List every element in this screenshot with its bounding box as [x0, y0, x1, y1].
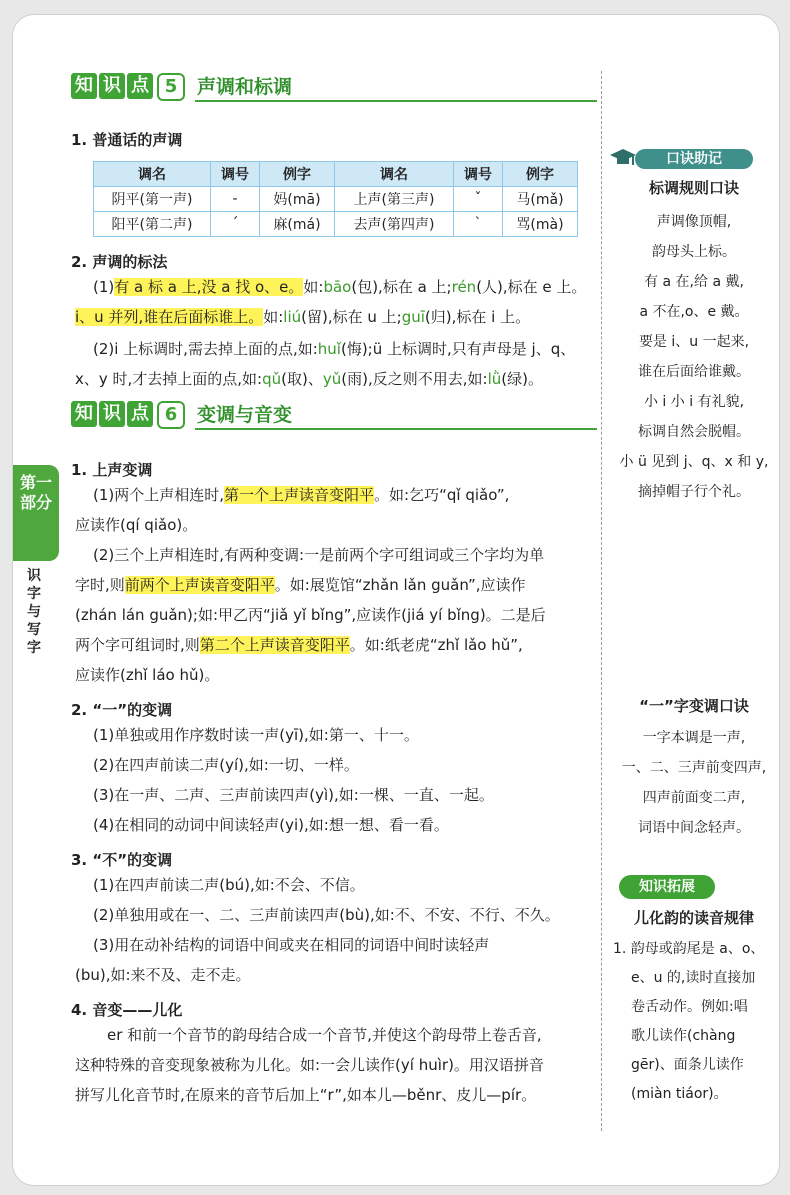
text: 如: [303, 278, 324, 296]
b3-line1: (1)在四声前读二声(bú),如:不会、不信。 [93, 876, 365, 894]
td: ˇ [454, 187, 503, 212]
kp5-underline [195, 100, 597, 102]
mnemonic-lines [609, 207, 779, 507]
chapter-tab [13, 455, 59, 655]
b1-line4 [75, 571, 526, 599]
kp5-title: 声调和标调 [197, 76, 293, 98]
mnemonic-badge-label: 口诀助记 [635, 149, 753, 169]
kp6-title: 变调与音变 [197, 404, 293, 426]
extension-line: (miàn tiáor)。 [631, 1086, 728, 1102]
kp5-label-char: 识 [99, 73, 125, 99]
mnemonic-line: 要是 i、u 一起来, [638, 334, 750, 350]
text: (1) [93, 278, 115, 296]
highlight: i、u 并列,谁在后面标谁上。 [75, 308, 264, 326]
tone-table [93, 161, 578, 237]
b3-line3: (3)用在动补结构的词语中间或夹在相同的词语中间时读轻声 [93, 936, 490, 954]
mnemonic-line: 声调像顶帽, [656, 214, 732, 230]
text: 。如:展览馆“zhǎn lǎn guǎn”,应读作 [274, 576, 526, 594]
td: 去声(第四声) [335, 212, 454, 237]
text: 如: [263, 308, 284, 326]
highlight: 第一个上声读音变阳平 [224, 486, 375, 504]
td: - [211, 187, 260, 212]
b4-line2: 这种特殊的音变现象被称为儿化。如:一会儿读作(yí huìr)。用汉语拼音 [75, 1056, 544, 1074]
s1-heading: 1. 普通话的声调 [71, 131, 183, 149]
mnemonic-title: 标调规则口诀 [648, 179, 739, 197]
b2-line2: (2)在四声前读二声(yí),如:一切、一样。 [93, 756, 359, 774]
pinyin: yǔ [322, 370, 342, 388]
kp6-number: 6 [157, 401, 185, 429]
kp5-header [71, 73, 597, 101]
pinyin: bāo [323, 278, 352, 296]
chapter-tab-sub: 识字与写字 [27, 568, 41, 656]
kp6-label-char: 点 [127, 401, 153, 427]
extension-line: gēr)、面条儿读作 [631, 1057, 744, 1073]
extension-lines [613, 935, 777, 1109]
pinyin: huǐ [317, 340, 341, 358]
text: (包),标在 a 上; [351, 278, 452, 296]
yi-mnemonic-lines [609, 723, 779, 843]
yi-mnemonic-line: 词语中间念轻声。 [638, 820, 750, 836]
b4-line1: er 和前一个音节的韵母结合成一个音节,并使这个韵母带上卷舌音, [107, 1026, 542, 1044]
mnemonic-line: 有 a 在,给 a 戴, [644, 274, 744, 290]
extension-line: 1. 韵母或韵尾是 a、o、 [613, 941, 765, 957]
s2-line4 [75, 365, 543, 393]
td: 上声(第三声) [335, 187, 454, 212]
s2-line3 [93, 335, 575, 363]
tone-table-header [94, 162, 578, 187]
b2-line4: (4)在相同的动词中间读轻声(yi),如:想一想、看一看。 [93, 816, 449, 834]
td: 骂(mà) [503, 212, 578, 237]
mnemonic-line: 标调自然会脱帽。 [638, 424, 750, 440]
text: (1)两个上声相连时, [93, 486, 225, 504]
b1-heading: 1. 上声变调 [71, 461, 153, 479]
b2-line3: (3)在一声、二声、三声前读四声(yì),如:一棵、一直、一起。 [93, 786, 494, 804]
th: 调号 [454, 162, 503, 187]
b3-heading: 3. “不”的变调 [71, 851, 173, 869]
mnemonic-line: 摘掉帽子行个礼。 [638, 484, 750, 500]
kp5-label-char: 知 [71, 73, 97, 99]
page [12, 14, 780, 1186]
column-divider [601, 71, 602, 1131]
yi-mnemonic-line: 四声前面变二声, [642, 790, 746, 806]
td: 阳平(第二声) [94, 212, 211, 237]
mnemonic-badge [609, 147, 755, 169]
th: 调名 [335, 162, 454, 187]
mnemonic-line: 韵母头上标。 [652, 244, 736, 260]
kp6-label-char: 知 [71, 401, 97, 427]
pinyin: guī [401, 308, 425, 326]
b4-line3: 拼写儿化音节时,在原来的音节后加上“r”,如本儿—běnr、皮儿—pír。 [75, 1086, 537, 1104]
b2-heading: 2. “一”的变调 [71, 701, 173, 719]
b1-line7: 应读作(zhǐ láo hǔ)。 [75, 666, 220, 684]
b3-line4: (bu),如:来不及、走不走。 [75, 966, 251, 984]
highlight: 有 a 标 a 上,没 a 找 o、e。 [114, 278, 304, 296]
table-row [94, 212, 578, 237]
kp6-header [71, 401, 597, 429]
highlight: 前两个上声读音变阳平 [124, 576, 275, 594]
kp6-underline [195, 428, 597, 430]
yi-mnemonic-line: 一字本调是一声, [642, 730, 746, 746]
extension-title: 儿化韵的读音规律 [633, 909, 754, 927]
pinyin: rén [451, 278, 477, 296]
td: 阴平(第一声) [94, 187, 211, 212]
td: 麻(má) [260, 212, 335, 237]
extension-line: 歌儿读作(chàng [631, 1028, 736, 1044]
td: ˊ [211, 212, 260, 237]
pinyin: liú [283, 308, 302, 326]
th: 调名 [94, 162, 211, 187]
text: (取)、 [281, 370, 323, 388]
yi-mnemonic-line: 一、二、三声前变四声, [621, 760, 767, 776]
th: 例字 [503, 162, 578, 187]
extension-line: 卷舌动作。例如:唱 [631, 999, 748, 1015]
b3-line2: (2)单独用或在一、二、三声前读四声(bù),如:不、不安、不行、不久。 [93, 906, 560, 924]
extension-badge [619, 875, 715, 899]
text: 字时,则 [75, 576, 125, 594]
text: (悔);ü 上标调时,只有声母是 j、q、 [340, 340, 576, 358]
b1-line6 [75, 631, 523, 659]
kp5-number: 5 [157, 73, 185, 101]
s2-line2 [75, 303, 530, 331]
b1-line1 [93, 481, 509, 509]
text: (留),标在 u 上; [301, 308, 402, 326]
text: (归),标在 i 上。 [424, 308, 531, 326]
td: 妈(mā) [260, 187, 335, 212]
mnemonic-line: a 不在,o、e 戴。 [639, 304, 749, 320]
text: (雨),反之则不用去,如: [341, 370, 488, 388]
b1-line5: (zhán lán guǎn);如:甲乙丙“jiǎ yǐ bǐng”,应读作(jiá yí bǐng)。二是后 [75, 606, 546, 624]
yi-mnemonic-title: “一”字变调口诀 [639, 697, 749, 715]
b1-line3: (2)三个上声相连时,有两种变调:一是前两个字可组词或三个字均为单 [93, 546, 545, 564]
extension-badge-label: 知识拓展 [639, 879, 695, 895]
highlight: 第二个上声读音变阳平 [199, 636, 350, 654]
b1-line2: 应读作(qí qiǎo)。 [75, 516, 198, 534]
text: (人),标在 e 上。 [476, 278, 587, 296]
s2-heading: 2. 声调的标法 [71, 253, 168, 271]
mnemonic-line: 小 i 小 i 有礼貌, [643, 394, 745, 410]
b4-heading: 4. 音变——儿化 [71, 1001, 183, 1019]
extension-line: e、u 的,读时直接加 [631, 970, 756, 986]
kp5-label-char: 点 [127, 73, 153, 99]
s2-line1 [93, 273, 586, 301]
kp6-label-char: 识 [99, 401, 125, 427]
text: (2)i 上标调时,需去掉上面的点,如: [93, 340, 318, 358]
text: (绿)。 [501, 370, 543, 388]
mnemonic-line: 谁在后面给谁戴。 [638, 364, 750, 380]
b2-line1: (1)单独或用作序数时读一声(yī),如:第一、十一。 [93, 726, 419, 744]
td: ˋ [454, 212, 503, 237]
pinyin: qǔ [262, 370, 282, 388]
mnemonic-line: 小 ü 见到 j、q、x 和 y, [619, 454, 769, 470]
graduation-cap-icon [609, 147, 637, 169]
pinyin: lǜ [487, 370, 502, 388]
text: 。如:纸老虎“zhǐ lǎo hǔ”, [349, 636, 523, 654]
th: 例字 [260, 162, 335, 187]
text: x、y 时,才去掉上面的点,如: [75, 370, 263, 388]
text: 两个字可组词时,则 [75, 636, 200, 654]
table-row [94, 187, 578, 212]
chapter-tab-main: 第一部分 [13, 465, 59, 561]
td: 马(mǎ) [503, 187, 578, 212]
th: 调号 [211, 162, 260, 187]
text: 。如:乞巧“qǐ qiǎo”, [374, 486, 510, 504]
